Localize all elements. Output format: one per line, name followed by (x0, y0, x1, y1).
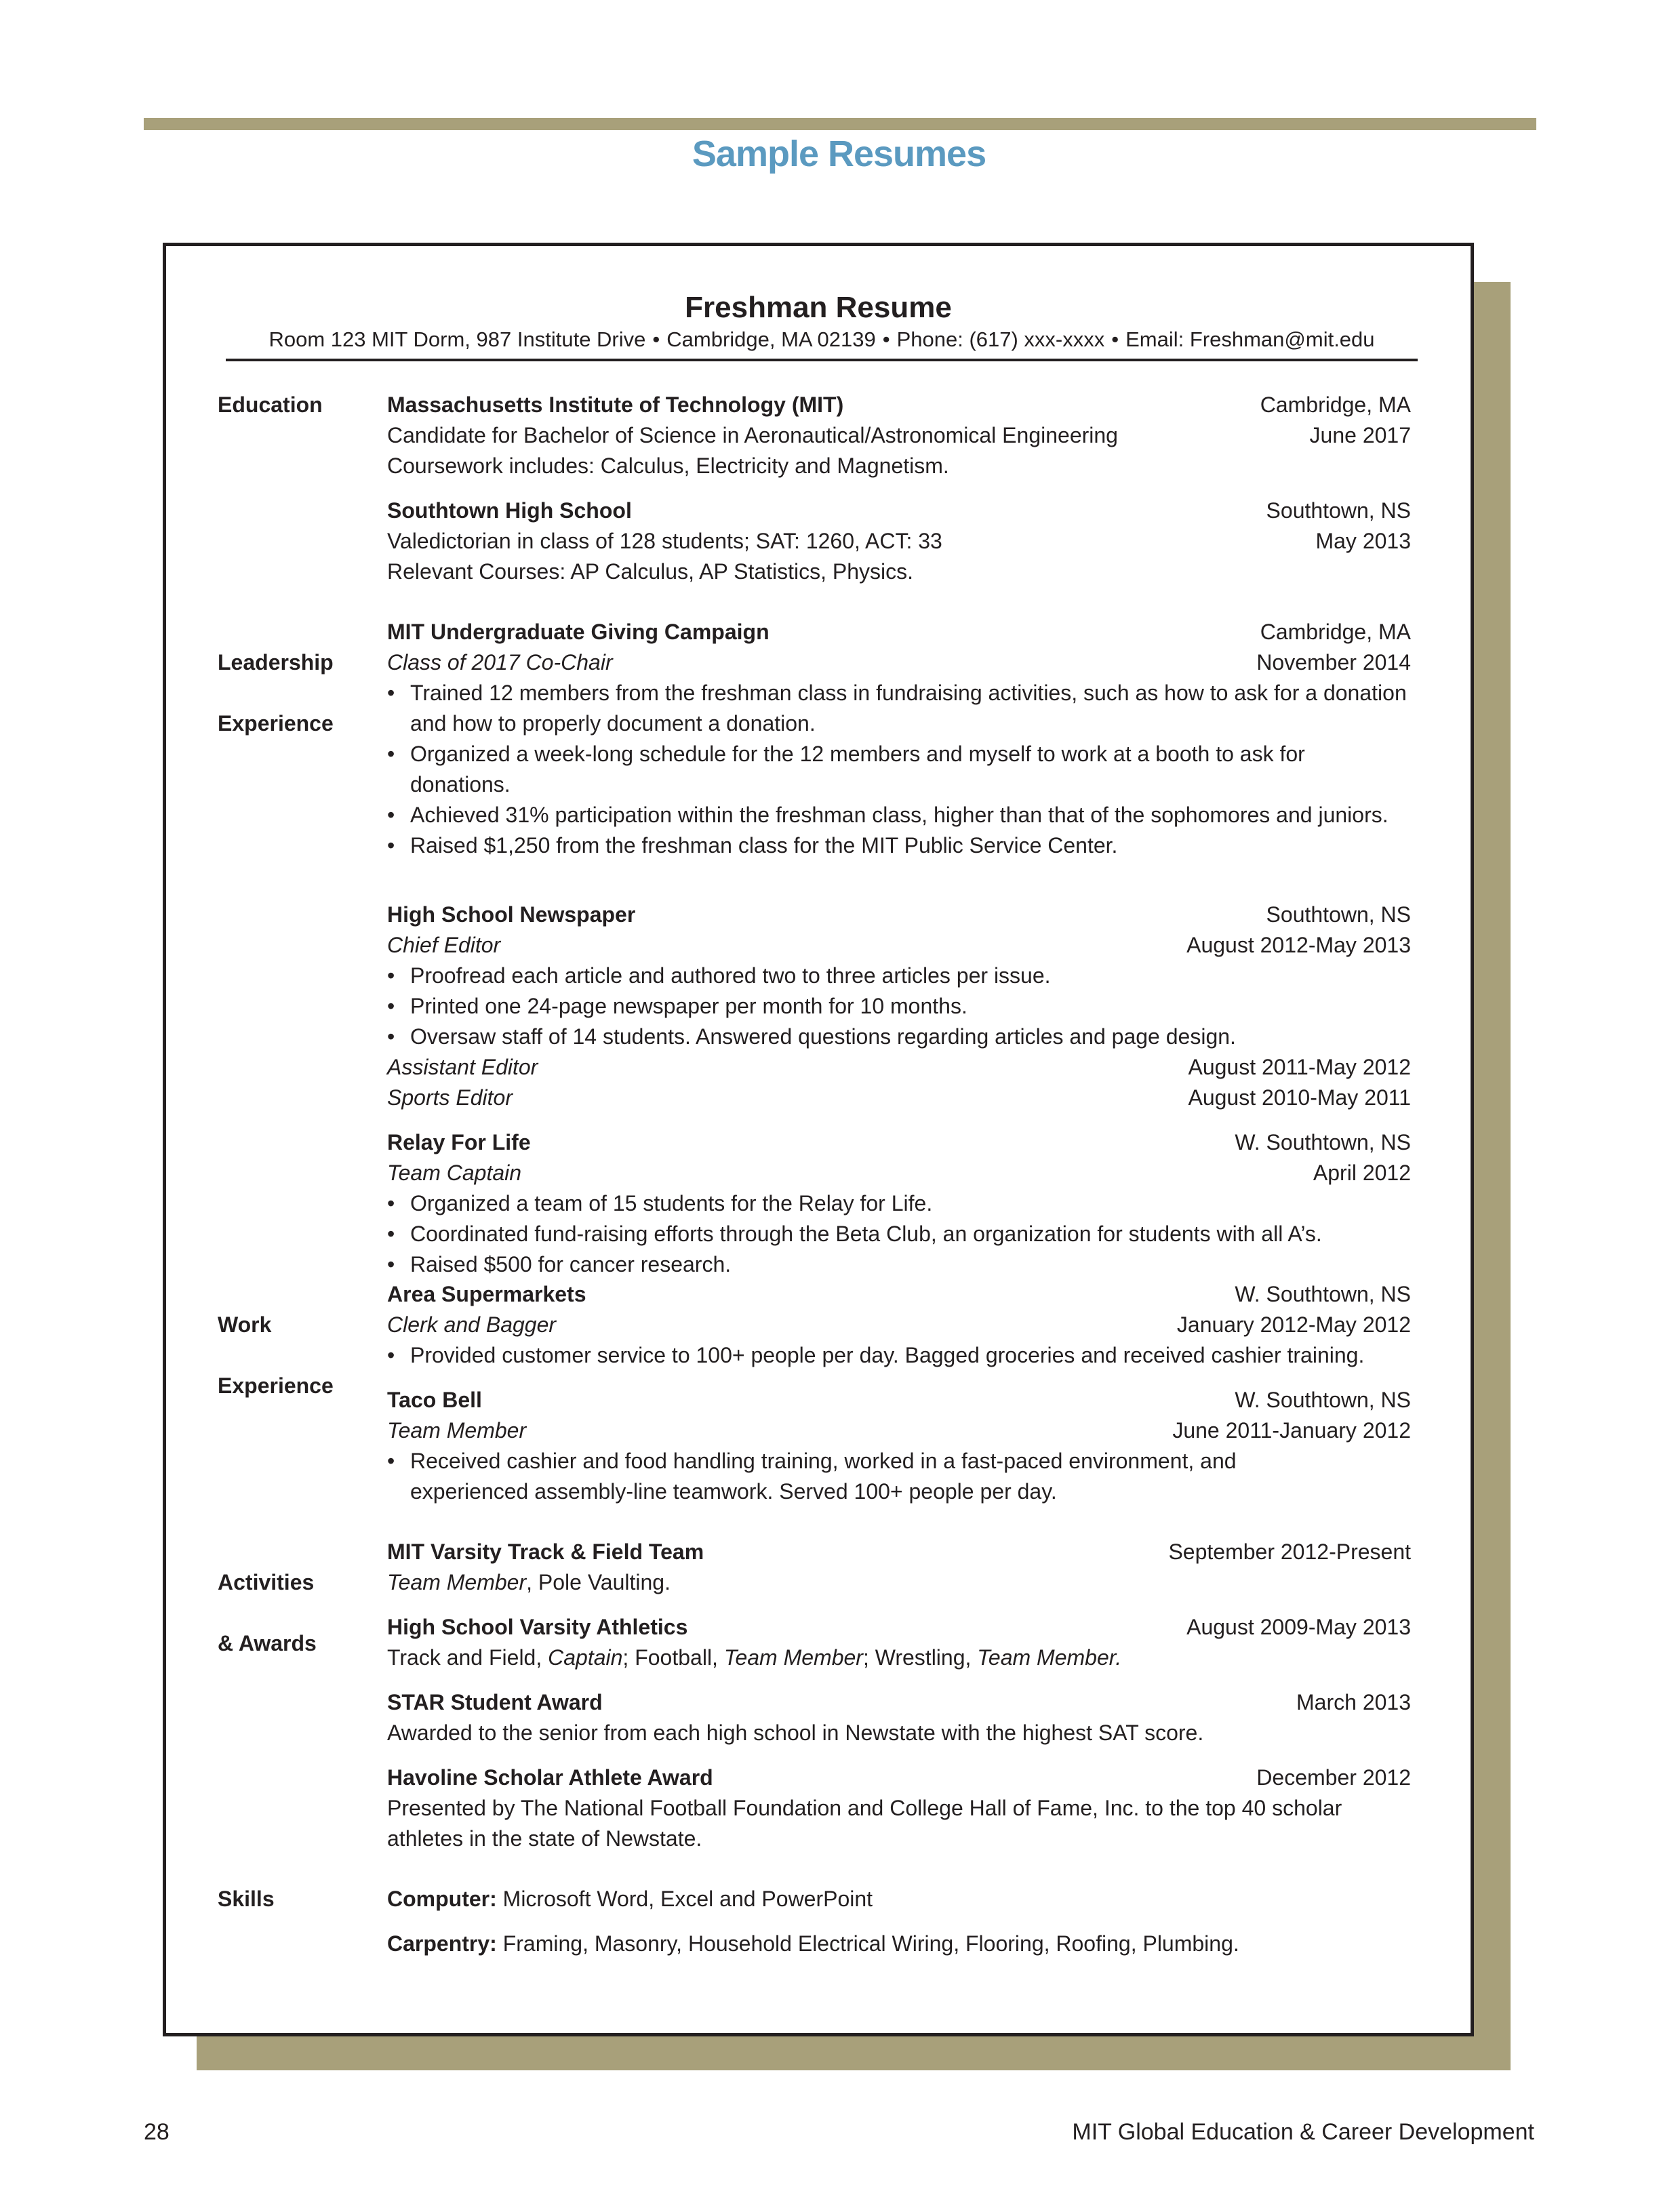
skill-value: Microsoft Word, Excel and PowerPoint (496, 1887, 873, 1911)
contact-email: Email: Freshman@mit.edu (1125, 327, 1375, 351)
edu-coursework: Coursework includes: Calculus, Electricity and Magnetism. (387, 454, 949, 478)
lead-giving-bullets (387, 678, 1411, 861)
entry-role: Team Member. (977, 1645, 1122, 1670)
entry-date: June 2011-January 2012 (1172, 1418, 1411, 1443)
bullet-item: • Raised $500 for cancer research. (387, 1249, 1411, 1280)
entry-date: December 2012 (1256, 1765, 1411, 1790)
work-taco-header (387, 1385, 1411, 1415)
separator-dot: • (1111, 327, 1119, 351)
entry-date: March 2013 (1296, 1690, 1411, 1714)
edu-org: Southtown High School (387, 498, 632, 523)
entry-org: STAR Student Award (387, 1690, 603, 1714)
entry-location: W. Southtown, NS (1235, 1282, 1411, 1306)
section-label-line: Experience (218, 711, 334, 736)
resume-card (163, 243, 1474, 2036)
bullet-item: • Coordinated fund-raising efforts through the Beta Club, an organization for students with all A’s. (387, 1219, 1411, 1249)
bullet-item: • Received cashier and food handling training, worked in a fast-paced environment, and experienced assembly-line teamwork. Served 100+ people per day. (387, 1446, 1343, 1507)
edu-date: June 2017 (1309, 423, 1411, 447)
entry-date: August 2012-May 2013 (1186, 933, 1411, 957)
bullet-item: • Proofread each article and authored two to three articles per issue. (387, 961, 1411, 991)
lead-giving-header (387, 617, 1411, 647)
bullet-item: • Organized a team of 15 students for the Relay for Life. (387, 1188, 1411, 1219)
work-taco-role (387, 1415, 1411, 1446)
entry-date: November 2014 (1256, 650, 1411, 675)
entry-role: Assistant Editor (387, 1055, 538, 1079)
edu-date: May 2013 (1315, 529, 1411, 553)
entry-role: Team Captain (387, 1161, 522, 1185)
act-athletics-detail (387, 1643, 1411, 1673)
contact-line (226, 327, 1418, 361)
entry-role: Chief Editor (387, 933, 501, 957)
act-havoline-header (387, 1763, 1411, 1793)
entry-role: Team Member (387, 1418, 527, 1443)
entry-location: Southtown, NS (1266, 902, 1411, 927)
section-label-leadership (218, 617, 334, 769)
page-number: 28 (144, 2119, 169, 2145)
entry-org: MIT Undergraduate Giving Campaign (387, 620, 770, 644)
entry-detail: ; Wrestling, (862, 1645, 978, 1670)
act-track-detail (387, 1567, 1411, 1598)
work-supermarket-role (387, 1310, 1411, 1340)
section-label-activities (218, 1537, 317, 1689)
work-supermarket-header (387, 1279, 1411, 1310)
resume-title: Freshman Resume (685, 291, 952, 324)
entry-org: High School Varsity Athletics (387, 1615, 688, 1639)
entry-role: Clerk and Bagger (387, 1312, 557, 1337)
lead-newspaper-role3 (387, 1083, 1411, 1113)
entry-org: Havoline Scholar Athlete Award (387, 1765, 713, 1790)
edu-location: Southtown, NS (1266, 498, 1411, 523)
edu-hs-honors (387, 526, 1411, 557)
section-label-education: Education (218, 393, 323, 417)
edu-mit-header (387, 390, 1411, 420)
section-label-line: Work (218, 1312, 272, 1337)
skill-label: Computer: (387, 1887, 497, 1911)
work-taco-bullets (387, 1446, 1343, 1507)
entry-org: MIT Varsity Track & Field Team (387, 1540, 704, 1564)
bullet-item: • Trained 12 members from the freshman class in fundraising activities, such as how to ask for a donation and how to properly document a donation. (387, 678, 1411, 739)
entry-location: Cambridge, MA (1260, 620, 1411, 644)
entry-org: Taco Bell (387, 1388, 482, 1412)
work-supermarket-bullets (387, 1340, 1424, 1371)
skill-computer (387, 1884, 1411, 1914)
bullet-item: • Oversaw staff of 14 students. Answered questions regarding articles and page design. (387, 1022, 1411, 1052)
act-track-header (387, 1537, 1411, 1567)
lead-giving-role (387, 647, 1411, 678)
lead-newspaper-role2 (387, 1052, 1411, 1083)
entry-date: April 2012 (1313, 1161, 1411, 1185)
top-rule (144, 118, 1536, 130)
section-label-skills: Skills (218, 1887, 275, 1911)
act-star-header (387, 1687, 1411, 1718)
entry-detail: ; Football, (622, 1645, 724, 1670)
section-label-line: Leadership (218, 650, 334, 675)
edu-location: Cambridge, MA (1260, 393, 1411, 417)
section-label-line: Activities (218, 1570, 315, 1594)
bullet-item: • Raised $1,250 from the freshman class for the MIT Public Service Center. (387, 830, 1411, 861)
entry-detail: , Pole Vaulting. (526, 1570, 671, 1594)
lead-relay-header (387, 1127, 1411, 1158)
entry-location: W. Southtown, NS (1235, 1130, 1411, 1154)
footer-text: MIT Global Education & Career Development (1072, 2119, 1534, 2145)
skill-label: Carpentry: (387, 1931, 497, 1956)
entry-location: W. Southtown, NS (1235, 1388, 1411, 1412)
entry-role: Sports Editor (387, 1085, 513, 1110)
edu-hs-header (387, 496, 1411, 526)
edu-mit-degree (387, 420, 1411, 451)
separator-dot: • (882, 327, 890, 351)
lead-newspaper-role (387, 930, 1411, 961)
edu-org: Massachusetts Institute of Technology (MIT) (387, 393, 844, 417)
edu-honors: Valedictorian in class of 128 students; SAT: 1260, ACT: 33 (387, 529, 942, 553)
act-star-detail (387, 1718, 1411, 1748)
bullet-item: • Provided customer service to 100+ people per day. Bagged groceries and received cashier training. (387, 1340, 1424, 1371)
contact-address: Room 123 MIT Dorm, 987 Institute Drive (268, 327, 646, 351)
entry-org: Relay For Life (387, 1130, 531, 1154)
bullet-item: • Achieved 31% participation within the freshman class, higher than that of the sophomores and juniors. (387, 800, 1411, 830)
separator-dot: • (652, 327, 660, 351)
bullet-item: • Organized a week-long schedule for the 12 members and myself to work at a booth to ask for donations. (387, 739, 1411, 800)
act-athletics-header (387, 1612, 1411, 1643)
lead-relay-role (387, 1158, 1411, 1188)
entry-date: August 2009-May 2013 (1186, 1615, 1411, 1639)
entry-detail: Awarded to the senior from each high school in Newstate with the highest SAT score. (387, 1721, 1204, 1745)
entry-role: Captain (548, 1645, 623, 1670)
skill-value: Framing, Masonry, Household Electrical Wiring, Flooring, Roofing, Plumbing. (496, 1931, 1239, 1956)
entry-org: Area Supermarkets (387, 1282, 586, 1306)
entry-date: August 2010-May 2011 (1188, 1085, 1411, 1110)
section-label-line: Experience (218, 1373, 334, 1398)
lead-newspaper-bullets (387, 961, 1411, 1052)
contact-city: Cambridge, MA 02139 (666, 327, 876, 351)
entry-date: January 2012-May 2012 (1176, 1312, 1411, 1337)
skill-carpentry (387, 1929, 1411, 1959)
edu-hs-courses (387, 557, 1411, 587)
entry-role: Team Member (387, 1570, 527, 1594)
lead-relay-bullets (387, 1188, 1411, 1280)
entry-role: Team Member (723, 1645, 863, 1670)
edu-mit-coursework (387, 451, 1411, 481)
act-havoline-detail: Presented by The National Football Foundation and College Hall of Fame, Inc. to the top 40 scholar athletes in the state of Newstate. (387, 1796, 1342, 1851)
entry-date: September 2012-Present (1168, 1540, 1411, 1564)
page-title: Sample Resumes (692, 134, 986, 174)
entry-date: August 2011-May 2012 (1188, 1055, 1411, 1079)
edu-courses: Relevant Courses: AP Calculus, AP Statistics, Physics. (387, 559, 914, 584)
lead-newspaper-header (387, 900, 1411, 930)
contact-phone: Phone: (617) xxx-xxxx (896, 327, 1105, 351)
edu-degree: Candidate for Bachelor of Science in Aeronautical/Astronomical Engineering (387, 423, 1118, 447)
entry-org: High School Newspaper (387, 902, 636, 927)
section-label-line: & Awards (218, 1631, 317, 1655)
section-label-work (218, 1279, 334, 1432)
entry-role: Class of 2017 Co-Chair (387, 650, 613, 675)
entry-detail: Track and Field, (387, 1645, 548, 1670)
bullet-item: • Printed one 24-page newspaper per month for 10 months. (387, 991, 1411, 1022)
